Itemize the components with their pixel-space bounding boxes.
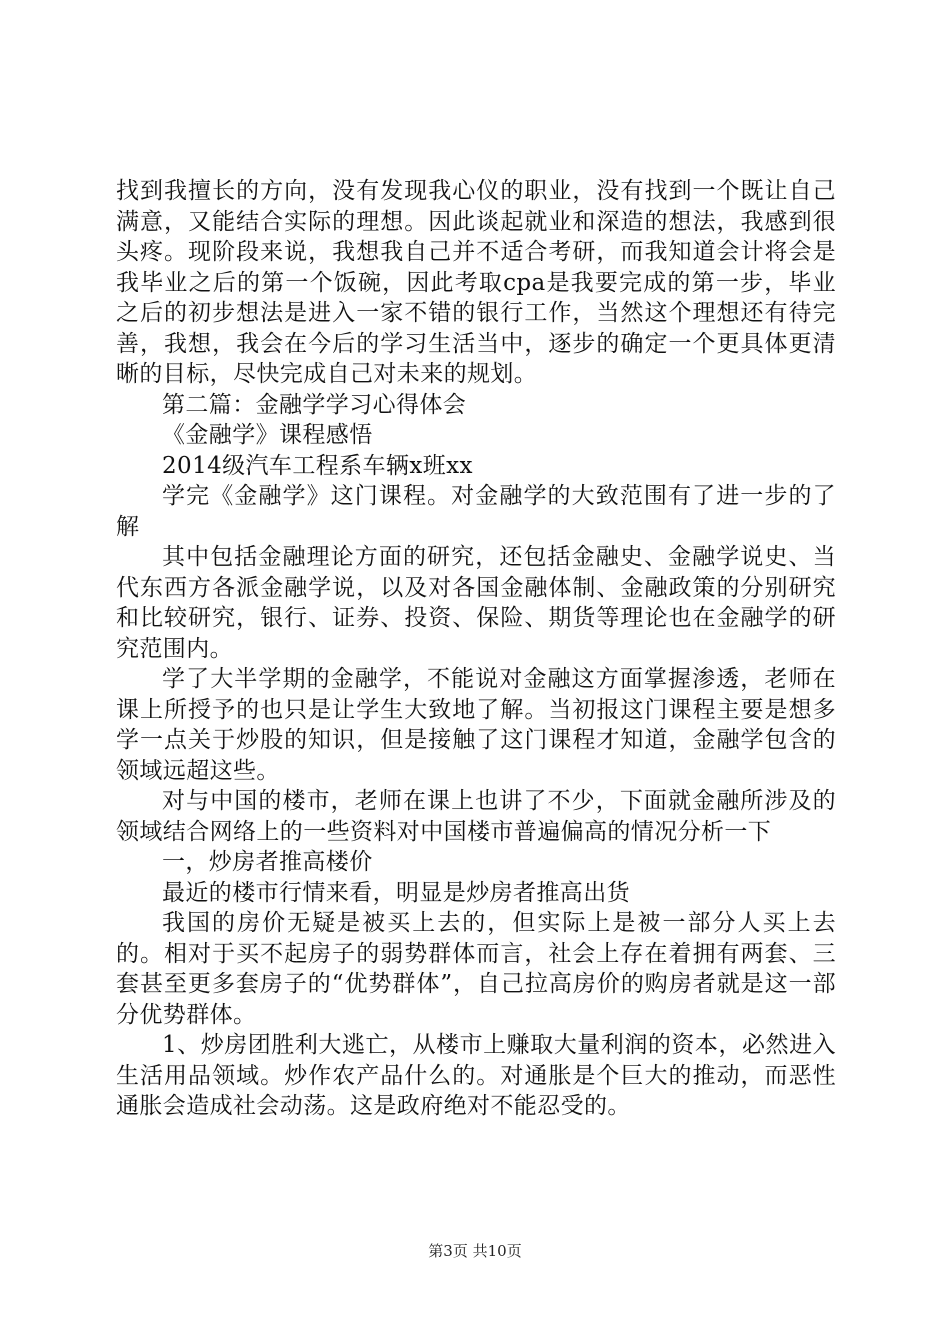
article-title: 《金融学》课程感悟 [162,422,373,448]
page-number-footer: 第3页 共10页 [428,1242,522,1260]
subheading: 一，炒房者推高楼价 [162,849,373,875]
paragraph: 学完《金融学》这门课程。对金融学的大致范围有了进一步的了解 [116,483,836,540]
paragraph: 其中包括金融理论方面的研究，还包括金融史、金融学说史、当代东西方各派金融学说，以及对各国金融体制、金融政策的分别研究和比较研究，银行、证券、投资、保险、期货等理论也在金融学的研究范围内。 [116,544,836,662]
paragraph: 学了大半学期的金融学，不能说对金融这方面掌握渗透，老师在课上所授予的也只是让学生大致地了解。当初报这门课程主要是想多学一点关于炒股的知识，但是接触了这门课程才知道，金融学包含的领域远超这些。 [116,666,836,784]
paragraph: 找到我擅长的方向，没有发现我心仪的职业，没有找到一个既让自己满意，又能结合实际的理想。因此谈起就业和深造的想法，我感到很头疼。现阶段来说，我想我自己并不适合考研，而我知道会计将会是我毕业之后的第一个饭碗，因此考取cpa是我要完成的第一步，毕业之后的初步想法是进入一家不错的银行工作，当然这个理想还有待完善，我想，我会在今后的学习生活当中，逐步的确定一个更具体更清晰的目标，尽快完成自己对未来的规划。 [116,178,836,387]
paragraph: 1、炒房团胜利大逃亡，从楼市上赚取大量利润的资本，必然进入生活用品领域。炒作农产品什么的。对通胀是个巨大的推动，而恶性通胀会造成社会动荡。这是政府绝对不能忍受的。 [116,1032,836,1119]
section-heading: 第二篇：金融学学习心得体会 [162,391,467,418]
paragraph: 我国的房价无疑是被买上去的，但实际上是被一部分人买上去的。相对于买不起房子的弱势群体而言，社会上存在着拥有两套、三套甚至更多套房子的“优势群体”，自己拉高房价的购房者就是这一部分优势群体。 [116,910,836,1028]
author-line: 2014级汽车工程系车辆x班xx [162,452,473,479]
paragraph: 对与中国的楼市，老师在课上也讲了不少，下面就金融所涉及的领域结合网络上的一些资料对中国楼市普遍偏高的情况分析一下 [116,788,836,845]
body-text [116,176,836,1122]
paragraph: 最近的楼市行情来看，明显是炒房者推高出货 [162,879,630,906]
